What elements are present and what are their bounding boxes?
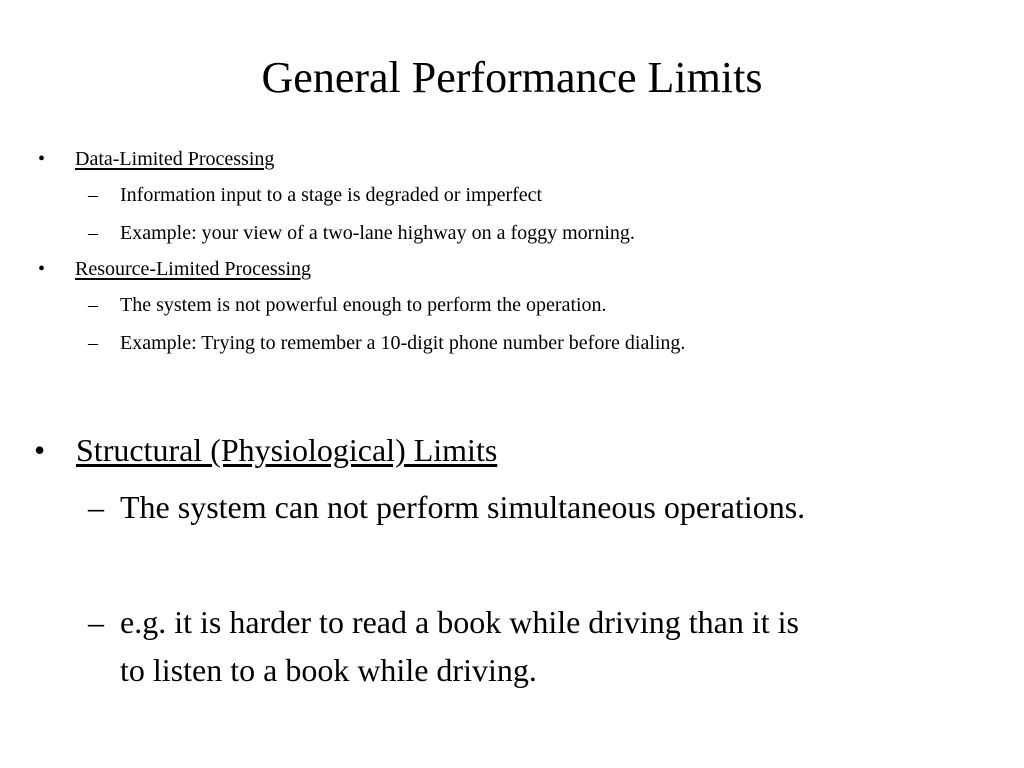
bullet-dot-icon: • [34,432,46,468]
sub-item-text: to listen to a book while driving. [120,652,537,688]
sub-item-text: e.g. it is harder to read a book while driving than it is [120,604,799,640]
sub-item-text: The system is not powerful enough to perform the operation. [120,294,607,316]
dash-icon: – [88,294,98,316]
bullet-dot-icon: • [38,258,46,280]
sub-item-text: Information input to a stage is degraded or imperfect [120,184,543,206]
sub-item-text: Example: your view of a two-lane highway on a foggy morning. [120,222,635,244]
dash-icon: – [88,222,98,244]
heading-structural: Structural (Physiological) Limits [76,432,498,468]
dash-icon: – [88,604,104,640]
bullet-dot-icon: • [38,148,46,170]
heading-resource-limited: Resource-Limited Processing [75,258,312,280]
dash-icon: – [88,332,98,354]
sub-item-text: Example: Trying to remember a 10-digit phone number before dialing. [120,332,686,354]
heading-data-limited: Data-Limited Processing [75,148,275,170]
dash-icon: – [88,184,98,206]
sub-item-text: The system can not perform simultaneous operations. [120,489,806,525]
dash-icon: – [88,489,104,525]
slide-title: General Performance Limits [261,53,763,102]
